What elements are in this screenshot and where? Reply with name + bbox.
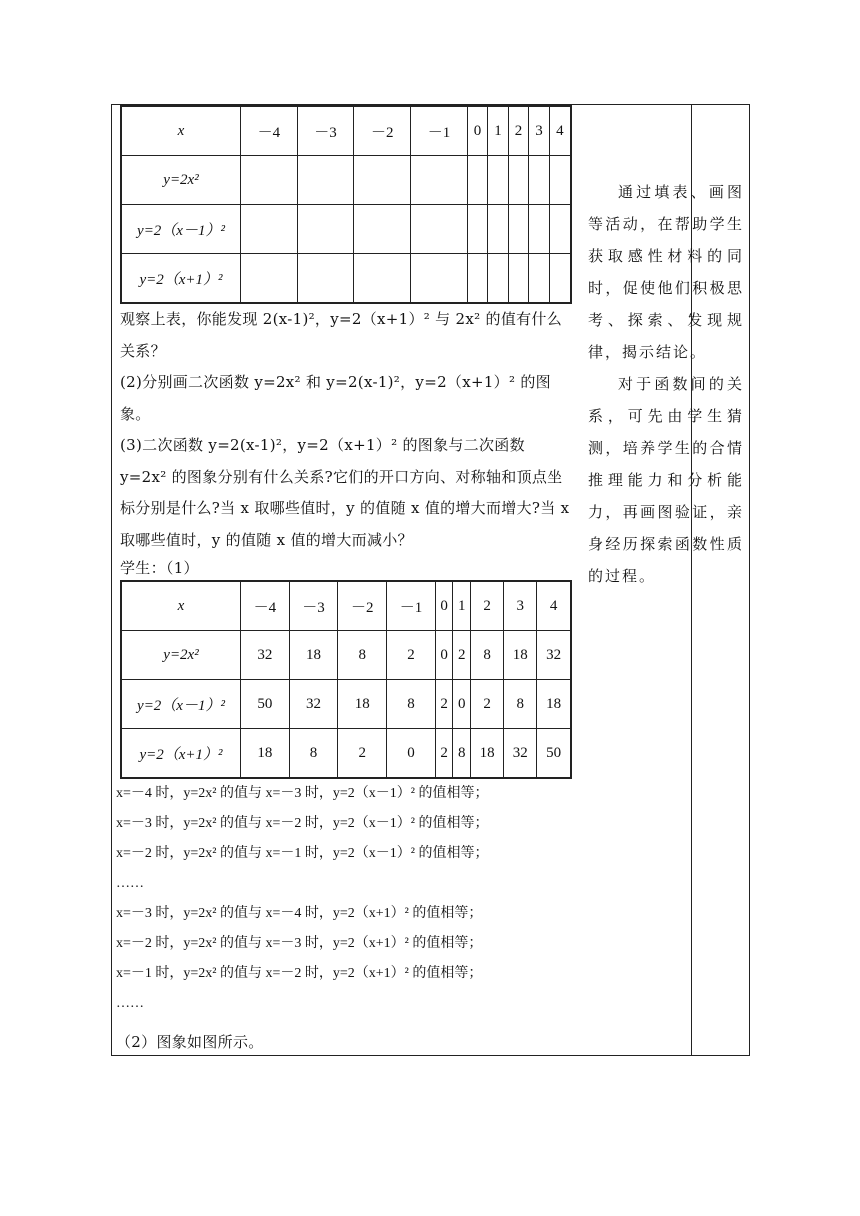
value-cell: 8	[289, 729, 338, 779]
equality-line: x=－3 时，y=2x² 的值与 x=－4 时，y=2（x+1）² 的值相等；	[116, 906, 483, 921]
x-value-cell: 2	[508, 106, 528, 156]
row-label-y2: y=2（x－1）²	[121, 205, 241, 254]
value-cell: 18	[471, 729, 504, 779]
table-row	[121, 631, 571, 680]
note-paragraph: 对于函数间的关系，可先由学生猜测，培养学生的合情推理能力和分析能力，再画图验证，亲身经历探索函数性质的过程。	[588, 375, 744, 585]
value-cell: 32	[504, 729, 537, 779]
value-cell: 0	[435, 631, 453, 680]
value-cell: 2	[435, 729, 453, 779]
table-row	[121, 156, 571, 205]
x-value-cell: －2	[354, 106, 411, 156]
x-value-cell: 1	[488, 106, 508, 156]
observe-question: 观察上表，你能发现 2(x-1)²，y=2（x+1）² 与 2x² 的值有什么关系？	[120, 310, 563, 360]
value-cell: 8	[471, 631, 504, 680]
x-value-cell: 1	[453, 581, 471, 631]
table-row	[121, 254, 571, 304]
value-cell: 32	[537, 631, 571, 680]
value-cell: 18	[338, 680, 387, 729]
value-cell: 18	[289, 631, 338, 680]
value-cell: 50	[241, 680, 290, 729]
student-label: 学生：（1）	[120, 559, 199, 577]
x-value-cell: －4	[241, 106, 298, 156]
value-cell: 18	[241, 729, 290, 779]
row-label-y1: y=2x²	[121, 631, 241, 680]
value-cell: 18	[504, 631, 537, 680]
question-3: (3)二次函数 y=2(x-1)²，y=2（x+1）² 的图象与二次函数 y=2x² 的图象分别有什么关系?它们的开口方向、对称轴和顶点坐标分别是什么?当 x 取哪些值时，y 的值随 x 值的增大而增大?当 x 取哪些值时，y 的值随 x 值的增大而减小？	[120, 436, 570, 549]
note-paragraph: 通过填表、画图等活动，在帮助学生获取感性材料的同时，促使他们积极思考、探索、发现规律，揭示结论。	[588, 183, 744, 361]
x-value-cell: 4	[549, 106, 571, 156]
x-value-cell: 3	[529, 106, 549, 156]
value-cell: 32	[289, 680, 338, 729]
equality-line: x=－2 时，y=2x² 的值与 x=－3 时，y=2（x+1）² 的值相等；	[116, 936, 483, 951]
value-cell: 2	[453, 631, 471, 680]
x-value-cell: －1	[411, 106, 468, 156]
value-cell: 2	[471, 680, 504, 729]
value-cell: 2	[338, 729, 387, 779]
table-row	[121, 680, 571, 729]
equality-list	[116, 779, 572, 1059]
row-label-y3: y=2（x+1）²	[121, 254, 241, 304]
x-value-cell: －1	[387, 581, 436, 631]
value-cell: 8	[387, 680, 436, 729]
value-cell: 8	[453, 729, 471, 779]
x-value-cell: －3	[297, 106, 354, 156]
value-cell: 2	[387, 631, 436, 680]
value-cell: 18	[537, 680, 571, 729]
row-label-y1: y=2x²	[121, 156, 241, 205]
equality-line: x=－2 时，y=2x² 的值与 x=－1 时，y=2（x－1）² 的值相等；	[116, 846, 489, 861]
equality-line: x=－4 时，y=2x² 的值与 x=－3 时，y=2（x－1）² 的值相等；	[116, 786, 489, 801]
row-label-y3: y=2（x+1）²	[121, 729, 241, 779]
value-cell: 50	[537, 729, 571, 779]
header-cell-x: x	[121, 581, 241, 631]
x-value-cell: －4	[241, 581, 290, 631]
filled-value-table	[120, 580, 572, 779]
ellipsis-line: ……	[116, 996, 144, 1011]
value-cell: 0	[387, 729, 436, 779]
value-cell: 2	[435, 680, 453, 729]
x-value-cell: 2	[471, 581, 504, 631]
x-value-cell: 0	[467, 106, 487, 156]
value-cell: 0	[453, 680, 471, 729]
table-row	[121, 106, 571, 156]
x-value-cell: 0	[435, 581, 453, 631]
equality-line: x=－3 时，y=2x² 的值与 x=－2 时，y=2（x－1）² 的值相等；	[116, 816, 489, 831]
x-value-cell: －3	[289, 581, 338, 631]
x-value-cell: 3	[504, 581, 537, 631]
value-cell: 32	[241, 631, 290, 680]
question-2: (2)分别画二次函数 y=2x² 和 y=2(x-1)²，y=2（x+1）² 的图象。	[120, 373, 551, 423]
part-2-answer: （2）图象如图所示。	[116, 1033, 264, 1051]
x-value-cell: 4	[537, 581, 571, 631]
table-row	[121, 729, 571, 779]
table-row	[121, 205, 571, 254]
value-cell: 8	[504, 680, 537, 729]
table-row	[121, 581, 571, 631]
value-cell: 8	[338, 631, 387, 680]
main-column	[116, 105, 572, 1059]
x-value-cell: －2	[338, 581, 387, 631]
equality-line: x=－1 时，y=2x² 的值与 x=－2 时，y=2（x+1）² 的值相等；	[116, 966, 483, 981]
header-cell-x: x	[121, 106, 241, 156]
teaching-notes	[588, 176, 744, 592]
row-label-y2: y=2（x－1）²	[121, 680, 241, 729]
ellipsis-line: ……	[116, 876, 144, 891]
blank-value-table	[120, 105, 572, 304]
